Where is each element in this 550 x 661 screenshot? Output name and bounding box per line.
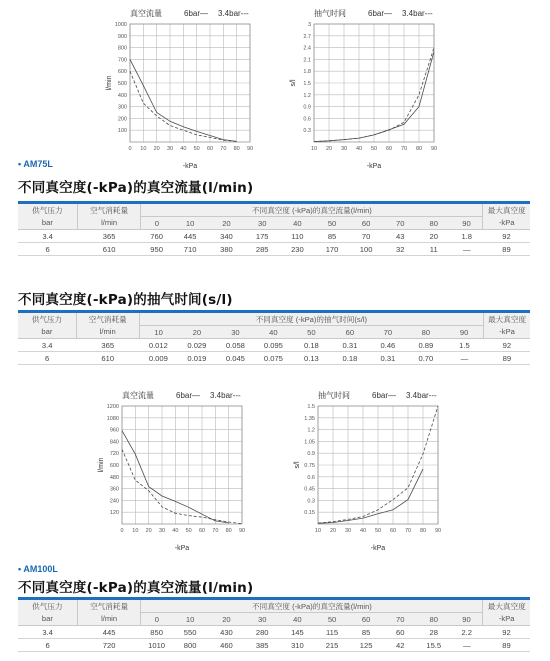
model-label-am100l: • AM100L xyxy=(18,564,58,574)
cell-value: 430 xyxy=(208,626,245,639)
header-kpa-column: 40 xyxy=(255,326,292,339)
table-row xyxy=(18,230,530,243)
header-kpa-column: 10 xyxy=(172,613,208,626)
header-air-consumption: 空气消耗量 xyxy=(76,313,139,326)
cell-value: 215 xyxy=(315,639,349,652)
cell-air-consumption: 610 xyxy=(76,352,139,365)
cell-max-vacuum: 89 xyxy=(483,243,530,256)
cell-supply-pressure: 3.4 xyxy=(18,626,77,639)
cell-max-vacuum: 92 xyxy=(484,339,530,352)
header-kpa-column: 20 xyxy=(208,613,245,626)
cell-value: 800 xyxy=(172,639,208,652)
cell-value: 110 xyxy=(280,230,316,243)
x-tick-label: 90 xyxy=(430,146,438,152)
x-tick-label: 70 xyxy=(400,146,408,152)
series-line-3-4bar xyxy=(122,449,242,524)
table-subheader-row xyxy=(18,217,530,230)
vacuum-flow-chart-bottom xyxy=(92,388,252,552)
x-tick-label: 80 xyxy=(233,146,240,152)
x-tick-label: 30 xyxy=(158,528,166,534)
y-tick-label: 0.9 xyxy=(303,104,311,111)
cell-value: 43 xyxy=(383,230,417,243)
legend-3-4bar: 3.4bar--- xyxy=(218,9,249,18)
header-kpa-column: 50 xyxy=(292,326,331,339)
x-tick-label: 40 xyxy=(180,146,187,152)
header-max-vacuum: 最大真空度 xyxy=(484,313,530,326)
y-tick-label: 600 xyxy=(117,69,127,76)
x-axis-label: -kPa xyxy=(366,163,382,170)
cell-value: — xyxy=(445,352,484,365)
cell-value: 28 xyxy=(417,626,451,639)
x-tick-label: 20 xyxy=(145,528,152,534)
cell-max-vacuum: 89 xyxy=(484,352,530,365)
y-tick-label: 1.8 xyxy=(303,69,311,76)
cell-value: 0.045 xyxy=(216,352,255,365)
header-kpa-column: 70 xyxy=(369,326,406,339)
header-unit-kpa: -kPa xyxy=(483,613,530,626)
evacuation-time-chart-top xyxy=(284,6,444,170)
header-kpa-column: 80 xyxy=(417,613,451,626)
header-unit-kpa: -kPa xyxy=(483,217,530,230)
x-tick-label: 50 xyxy=(374,528,382,534)
cell-max-vacuum: 92 xyxy=(483,230,530,243)
y-tick-label: 200 xyxy=(117,116,127,123)
table-header-row xyxy=(18,600,530,613)
cell-value: — xyxy=(451,639,483,652)
header-kpa-column: 80 xyxy=(407,326,446,339)
header-kpa-column: 10 xyxy=(172,217,208,230)
x-tick-label: 10 xyxy=(140,146,147,152)
y-tick-label: 2.1 xyxy=(303,57,311,64)
y-tick-label: 0.75 xyxy=(304,463,315,469)
header-kpa-column: 30 xyxy=(216,326,255,339)
header-air-consumption: 空气消耗量 xyxy=(77,600,141,613)
cell-value: 115 xyxy=(315,626,349,639)
vacuum-flow-table-am100l xyxy=(18,597,530,652)
cell-value: 285 xyxy=(245,243,280,256)
header-kpa-column: 50 xyxy=(315,217,349,230)
cell-supply-pressure: 6 xyxy=(18,639,77,652)
table-row xyxy=(18,626,530,639)
cell-value: — xyxy=(451,243,483,256)
cell-air-consumption: 445 xyxy=(77,626,141,639)
y-tick-label: 1080 xyxy=(106,415,119,422)
header-kpa-column: 80 xyxy=(417,217,451,230)
x-tick-label: 70 xyxy=(404,528,412,534)
x-tick-label: 30 xyxy=(344,528,352,534)
x-tick-label: 50 xyxy=(185,528,192,534)
section-title-vacuum-flow-am75l: 不同真空度(-kPa)的真空流量(l/min) xyxy=(18,180,254,196)
cell-supply-pressure: 3.4 xyxy=(18,339,76,352)
header-kpa-column: 20 xyxy=(178,326,217,339)
x-tick-label: 70 xyxy=(212,528,219,534)
y-tick-label: 700 xyxy=(117,57,127,64)
legend-3-4bar: 3.4bar--- xyxy=(402,9,433,18)
evacuation-time-table-am75l xyxy=(18,310,530,365)
legend-3-4bar: 3.4bar--- xyxy=(210,391,241,400)
cell-value: 310 xyxy=(280,639,316,652)
cell-value: 15.5 xyxy=(417,639,451,652)
x-tick-label: 80 xyxy=(415,146,423,152)
y-tick-label: 360 xyxy=(109,486,119,493)
header-unit-bar: bar xyxy=(18,217,77,230)
chart-title: 真空流量 xyxy=(122,391,154,400)
cell-value: 760 xyxy=(141,230,172,243)
x-axis-label: -kPa xyxy=(174,545,190,552)
y-tick-label: 400 xyxy=(117,92,127,99)
cell-air-consumption: 720 xyxy=(77,639,141,652)
y-tick-label: 1.2 xyxy=(307,427,315,434)
cell-value: 0.009 xyxy=(139,352,178,365)
x-tick-label: 80 xyxy=(419,528,427,534)
table-header-row xyxy=(18,204,530,217)
cell-value: 280 xyxy=(245,626,280,639)
cell-value: 445 xyxy=(172,230,208,243)
y-tick-label: 1.5 xyxy=(303,81,311,87)
header-kpa-column: 30 xyxy=(245,217,280,230)
y-tick-label: 960 xyxy=(109,427,119,434)
cell-value: 0.70 xyxy=(407,352,446,365)
cell-value: 850 xyxy=(141,626,172,639)
y-tick-label: 0.3 xyxy=(303,128,311,135)
x-tick-label: 20 xyxy=(329,528,337,534)
section-title-evacuation-time: 不同真空度(-kPa)的抽气时间(s/l) xyxy=(18,292,233,308)
cell-supply-pressure: 6 xyxy=(18,243,77,256)
x-tick-label: 60 xyxy=(385,146,393,152)
header-kpa-column: 70 xyxy=(383,217,417,230)
cell-value: 380 xyxy=(208,243,245,256)
cell-value: 710 xyxy=(172,243,208,256)
header-kpa-column: 60 xyxy=(349,217,384,230)
x-tick-label: 20 xyxy=(325,146,333,152)
legend-6bar: 6bar— xyxy=(176,391,201,400)
table-header-row xyxy=(18,313,530,326)
cell-value: 0.029 xyxy=(178,339,217,352)
cell-value: 460 xyxy=(208,639,245,652)
legend-6bar: 6bar— xyxy=(372,391,397,400)
cell-value: 0.012 xyxy=(139,339,178,352)
header-vacuum-group: 不同真空度 (-kPa)的真空流量(l/min) xyxy=(141,600,483,613)
x-tick-label: 60 xyxy=(198,528,206,534)
cell-value: 385 xyxy=(245,639,280,652)
header-supply-pressure: 供气压力 xyxy=(18,204,77,217)
y-tick-label: 0.6 xyxy=(307,474,315,481)
cell-air-consumption: 365 xyxy=(77,230,141,243)
cell-max-vacuum: 92 xyxy=(483,626,530,639)
y-tick-label: 840 xyxy=(109,439,119,446)
cell-value: 0.18 xyxy=(292,339,331,352)
header-kpa-column: 70 xyxy=(383,613,417,626)
cell-value: 125 xyxy=(349,639,384,652)
cell-value: 11 xyxy=(417,243,451,256)
header-kpa-column: 40 xyxy=(280,217,316,230)
header-vacuum-group: 不同真空度 (-kPa)的抽气时间(s/l) xyxy=(139,313,484,326)
y-tick-label: 1200 xyxy=(106,404,119,410)
chart-title: 抽气时间 xyxy=(318,391,350,400)
header-kpa-column: 60 xyxy=(349,613,384,626)
header-kpa-column: 0 xyxy=(141,613,172,626)
header-kpa-column: 30 xyxy=(245,613,280,626)
y-tick-label: 2.4 xyxy=(303,45,311,52)
header-air-consumption: 空气消耗量 xyxy=(77,204,141,217)
x-tick-label: 10 xyxy=(310,146,318,152)
y-axis-label: l/min xyxy=(106,75,113,91)
y-tick-label: 0.6 xyxy=(303,116,311,123)
header-supply-pressure: 供气压力 xyxy=(18,313,76,326)
cell-value: 170 xyxy=(315,243,349,256)
y-tick-label: 900 xyxy=(117,33,127,40)
chart-title: 真空流量 xyxy=(130,9,162,18)
cell-value: 175 xyxy=(245,230,280,243)
y-tick-label: 120 xyxy=(109,510,119,517)
cell-value: 60 xyxy=(383,626,417,639)
x-tick-label: 50 xyxy=(370,146,378,152)
cell-value: 0.31 xyxy=(331,339,370,352)
table-row xyxy=(18,243,530,256)
table-subheader-row xyxy=(18,326,530,339)
table-row xyxy=(18,639,530,652)
header-max-vacuum: 最大真空度 xyxy=(483,204,530,217)
y-tick-label: 0.9 xyxy=(307,451,315,458)
header-kpa-column: 20 xyxy=(208,217,245,230)
cell-value: 70 xyxy=(349,230,384,243)
x-tick-label: 0 xyxy=(120,528,124,534)
section-title-vacuum-flow-am100l: 不同真空度(-kPa)的真空流量(l/min) xyxy=(18,580,254,596)
y-tick-label: 1.35 xyxy=(304,415,315,422)
y-tick-label: 480 xyxy=(109,474,119,481)
y-tick-label: 300 xyxy=(117,104,127,111)
y-tick-label: 3 xyxy=(307,22,311,28)
y-tick-label: 1.05 xyxy=(304,439,315,446)
cell-value: 1.8 xyxy=(451,230,483,243)
table-row xyxy=(18,339,530,352)
vacuum-flow-table-am75l xyxy=(18,201,530,256)
x-tick-label: 60 xyxy=(389,528,397,534)
cell-value: 32 xyxy=(383,243,417,256)
header-max-vacuum: 最大真空度 xyxy=(483,600,530,613)
cell-value: 950 xyxy=(141,243,172,256)
table-row xyxy=(18,352,530,365)
x-tick-label: 10 xyxy=(132,528,139,534)
vacuum-flow-chart-top xyxy=(100,6,260,170)
cell-value: 0.058 xyxy=(216,339,255,352)
y-axis-label: l/min xyxy=(98,457,105,473)
y-tick-label: 0.45 xyxy=(304,486,315,493)
y-tick-label: 1.2 xyxy=(303,92,311,99)
header-kpa-column: 60 xyxy=(331,326,370,339)
legend-6bar: 6bar— xyxy=(184,9,209,18)
cell-value: 2.2 xyxy=(451,626,483,639)
header-kpa-column: 0 xyxy=(141,217,172,230)
cell-value: 0.18 xyxy=(331,352,370,365)
cell-value: 42 xyxy=(383,639,417,652)
cell-air-consumption: 365 xyxy=(76,339,139,352)
cell-value: 0.46 xyxy=(369,339,406,352)
model-label-am75l: • AM75L xyxy=(18,159,53,169)
header-kpa-column: 90 xyxy=(445,326,484,339)
y-tick-label: 0.15 xyxy=(304,510,315,517)
y-tick-label: 1000 xyxy=(114,22,127,28)
cell-value: 0.89 xyxy=(407,339,446,352)
cell-value: 550 xyxy=(172,626,208,639)
x-tick-label: 30 xyxy=(340,146,348,152)
legend-6bar: 6bar— xyxy=(368,9,393,18)
header-kpa-column: 40 xyxy=(280,613,316,626)
header-unit-bar: bar xyxy=(18,613,77,626)
header-vacuum-group: 不同真空度 (-kPa)的真空流量(l/min) xyxy=(141,204,483,217)
cell-value: 230 xyxy=(280,243,316,256)
header-unit-bar: bar xyxy=(18,326,76,339)
cell-value: 85 xyxy=(315,230,349,243)
y-tick-label: 1.5 xyxy=(307,404,315,410)
evacuation-time-chart-bottom xyxy=(288,388,448,552)
cell-value: 0.095 xyxy=(255,339,292,352)
chart-title: 抽气时间 xyxy=(314,9,346,18)
cell-value: 0.019 xyxy=(178,352,217,365)
cell-value: 0.13 xyxy=(292,352,331,365)
cell-value: 100 xyxy=(349,243,384,256)
x-tick-label: 0 xyxy=(128,146,132,152)
cell-supply-pressure: 6 xyxy=(18,352,76,365)
header-unit-lmin: l/min xyxy=(77,217,141,230)
table-subheader-row xyxy=(18,613,530,626)
cell-value: 20 xyxy=(417,230,451,243)
cell-value: 1010 xyxy=(141,639,172,652)
cell-max-vacuum: 89 xyxy=(483,639,530,652)
header-kpa-column: 50 xyxy=(315,613,349,626)
header-kpa-column: 90 xyxy=(451,613,483,626)
x-tick-label: 40 xyxy=(172,528,179,534)
x-tick-label: 40 xyxy=(359,528,367,534)
header-unit-lmin: l/min xyxy=(76,326,139,339)
y-tick-label: 500 xyxy=(117,81,127,87)
x-tick-label: 60 xyxy=(206,146,214,152)
y-tick-label: 0.3 xyxy=(307,498,315,505)
cell-value: 0.075 xyxy=(255,352,292,365)
header-supply-pressure: 供气压力 xyxy=(18,600,77,613)
header-kpa-column: 10 xyxy=(139,326,178,339)
header-unit-kpa: -kPa xyxy=(484,326,530,339)
y-axis-label: s/l xyxy=(294,461,301,469)
y-tick-label: 800 xyxy=(117,45,127,52)
y-tick-label: 100 xyxy=(117,128,127,135)
x-tick-label: 20 xyxy=(153,146,160,152)
y-tick-label: 720 xyxy=(109,451,119,458)
x-tick-label: 90 xyxy=(246,146,254,152)
y-tick-label: 2.7 xyxy=(303,33,311,40)
cell-value: 0.31 xyxy=(369,352,406,365)
x-tick-label: 90 xyxy=(434,528,442,534)
x-tick-label: 80 xyxy=(225,528,232,534)
y-tick-label: 240 xyxy=(109,498,119,505)
x-tick-label: 50 xyxy=(193,146,200,152)
x-tick-label: 30 xyxy=(166,146,174,152)
x-tick-label: 10 xyxy=(314,528,322,534)
cell-supply-pressure: 3.4 xyxy=(18,230,77,243)
y-tick-label: 600 xyxy=(109,463,119,469)
legend-3-4bar: 3.4bar--- xyxy=(406,391,437,400)
header-kpa-column: 90 xyxy=(451,217,483,230)
cell-value: 145 xyxy=(280,626,316,639)
x-axis-label: -kPa xyxy=(182,163,198,170)
y-axis-label: s/l xyxy=(290,79,297,87)
x-tick-label: 90 xyxy=(238,528,246,534)
cell-value: 340 xyxy=(208,230,245,243)
cell-air-consumption: 610 xyxy=(77,243,141,256)
x-axis-label: -kPa xyxy=(370,545,386,552)
header-unit-lmin: l/min xyxy=(77,613,141,626)
cell-value: 1.5 xyxy=(445,339,484,352)
cell-value: 85 xyxy=(349,626,384,639)
x-tick-label: 70 xyxy=(220,146,227,152)
x-tick-label: 40 xyxy=(355,146,363,152)
